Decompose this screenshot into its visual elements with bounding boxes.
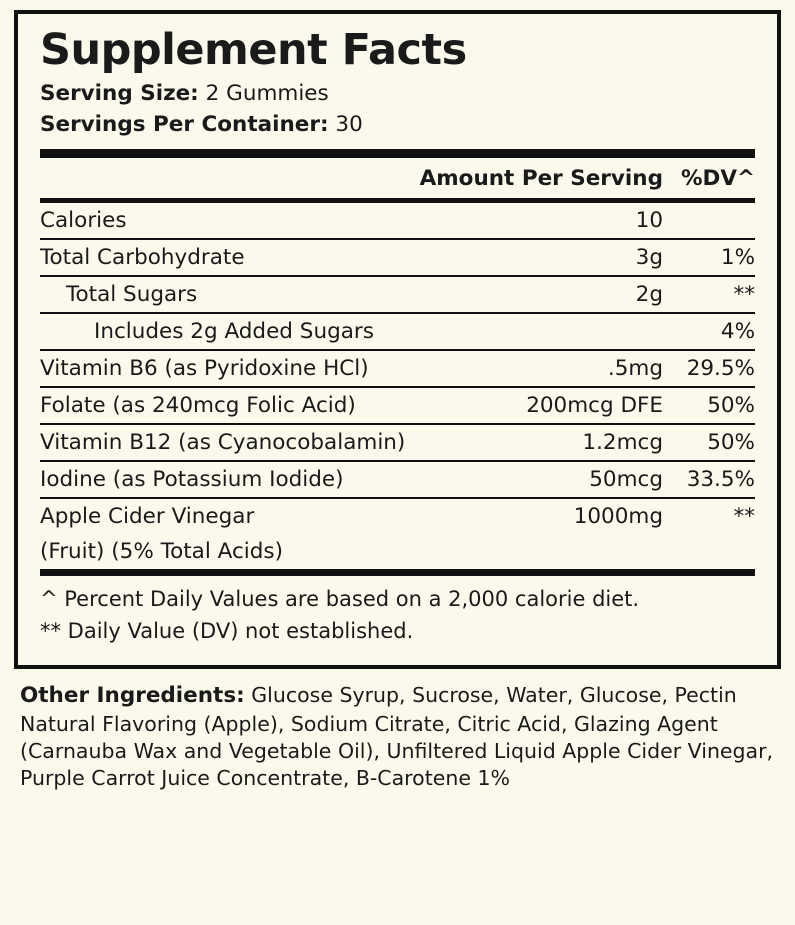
- other-ingredients-heading: Other Ingredients:: [20, 683, 245, 709]
- row-name-iodine: Iodine (as Potassium Iodide): [40, 461, 414, 498]
- daily-value-header: %DV^: [663, 158, 755, 201]
- table-row: [40, 534, 755, 570]
- serving-size-label: Serving Size:: [40, 81, 199, 107]
- row-amount-vitamin-b12: 1.2mcg: [414, 424, 663, 461]
- row-dv-calories: [663, 201, 755, 240]
- row-amount-added-sugars: [414, 313, 663, 350]
- row-name-calories: Calories: [40, 201, 414, 240]
- table-header-row: [40, 158, 755, 201]
- table-row: [40, 498, 755, 534]
- row-amount-apple-cider-vinegar-detail: [414, 534, 663, 570]
- row-name-apple-cider-vinegar-detail: (Fruit) (5% Total Acids): [40, 534, 414, 570]
- row-amount-calories: 10: [414, 201, 663, 240]
- row-dv-total-sugars: **: [663, 276, 755, 313]
- serving-size-value: 2 Gummies: [205, 81, 329, 107]
- row-amount-folate: 200mcg DFE: [414, 387, 663, 424]
- table-row: [40, 313, 755, 350]
- row-name-total-carbohydrate: Total Carbohydrate: [40, 239, 414, 276]
- row-dv-folate: 50%: [663, 387, 755, 424]
- amount-per-serving-header: Amount Per Serving: [414, 158, 663, 201]
- row-name-added-sugars: Includes 2g Added Sugars: [40, 313, 414, 350]
- row-name-vitamin-b6: Vitamin B6 (as Pyridoxine HCl): [40, 350, 414, 387]
- table-row: [40, 461, 755, 498]
- serving-size-line: [40, 79, 755, 110]
- row-name-apple-cider-vinegar: Apple Cider Vinegar: [40, 504, 255, 530]
- table-row: [40, 239, 755, 276]
- table-row: [40, 387, 755, 424]
- header-spacer: [40, 158, 414, 201]
- footnotes: [40, 576, 755, 647]
- servings-per-container-label: Servings Per Container:: [40, 111, 329, 137]
- row-name-total-sugars: Total Sugars: [40, 276, 414, 313]
- footnote-dv-not-established: ** Daily Value (DV) not established.: [40, 618, 414, 643]
- table-row: [40, 276, 755, 313]
- row-amount-total-sugars: 2g: [414, 276, 663, 313]
- servings-per-container-value: 30: [335, 111, 363, 137]
- row-dv-vitamin-b12: 50%: [663, 424, 755, 461]
- row-dv-apple-cider-vinegar-detail: [663, 534, 755, 570]
- other-ingredients-text: Glucose Syrup, Sucrose, Water, Glucose, Pectin Natural Flavoring (Apple), Sodium Citrate, Citric Acid, Glazing Agent (Carnauba Wax and Vegetable Oil), Unfiltered Liquid Apple Cider Vinegar, Purple Carrot Juice Concentrate, B-Carotene 1%: [20, 683, 774, 791]
- row-dv-total-carbohydrate: 1%: [663, 239, 755, 276]
- row-amount-vitamin-b6: .5mg: [414, 350, 663, 387]
- row-amount-total-carbohydrate: 3g: [414, 239, 663, 276]
- row-dv-vitamin-b6: 29.5%: [663, 350, 755, 387]
- row-dv-added-sugars: 4%: [663, 313, 755, 350]
- row-dv-iodine: 33.5%: [663, 461, 755, 498]
- divider-thick-top: [40, 149, 755, 158]
- table-row: [40, 201, 755, 240]
- table-row: [40, 350, 755, 387]
- panel-title: Supplement Facts: [40, 25, 467, 75]
- row-amount-apple-cider-vinegar: 1000mg: [573, 504, 663, 530]
- row-name-folate: Folate (as 240mcg Folic Acid): [40, 387, 414, 424]
- row-amount-iodine: 50mcg: [414, 461, 663, 498]
- row-name-vitamin-b12: Vitamin B12 (as Cyanocobalamin): [40, 424, 414, 461]
- nutrition-table: [40, 158, 755, 571]
- footnote-daily-value: ^ Percent Daily Values are based on a 2,000 calorie diet.: [40, 587, 640, 612]
- row-dv-apple-cider-vinegar: **: [733, 504, 755, 530]
- other-ingredients-section: [14, 669, 781, 792]
- table-row: [40, 424, 755, 461]
- supplement-facts-panel: [14, 10, 781, 669]
- servings-per-container-line: [40, 110, 755, 141]
